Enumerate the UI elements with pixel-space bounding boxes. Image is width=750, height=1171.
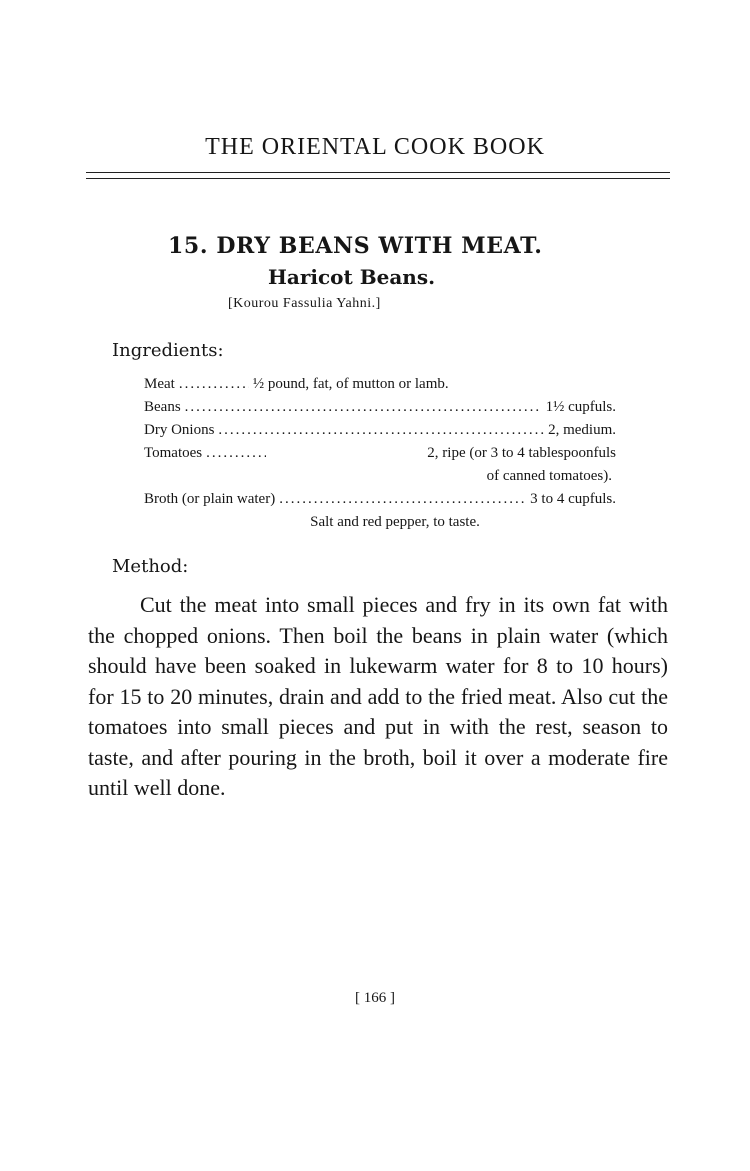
ingredient-row <box>144 396 616 419</box>
recipe-native-name: [Kourou Fassulia Yahni.] <box>228 296 381 311</box>
ingredient-amount: 2, medium. <box>548 422 616 438</box>
ingredients-label: Ingredients: <box>112 340 224 361</box>
header-rule-bottom <box>86 178 670 179</box>
ingredient-continuation: of canned tomatoes). <box>486 468 612 484</box>
method-text: Cut the meat into small pieces and fry in its own fat with the chopped onions. Then boil the beans in plain water (which should have been soaked in lukewarm water for 8 to 10 hours) for 15 to 20 minutes, drain and add to the fried meat. Also cut the tomatoes into small pieces and put in with the rest, season to taste, and after pouring in the broth, boil it over a moderate fire until well done. <box>88 592 668 800</box>
ingredient-name: Dry Onions <box>144 422 215 438</box>
leader-dots <box>179 373 249 396</box>
running-head: THE ORIENTAL COOK BOOK <box>205 134 545 160</box>
recipe-subtitle: Haricot Beans. <box>268 265 436 289</box>
ingredient-amount: 2, ripe (or 3 to 4 tablespoonfuls <box>427 445 616 461</box>
method-label: Method: <box>112 556 189 577</box>
recipe-title: 15. DRY BEANS WITH MEAT. <box>168 233 543 259</box>
leader-dots <box>279 488 526 511</box>
leader-dots <box>185 396 542 419</box>
ingredient-row <box>144 488 616 511</box>
page-number: [ 166 ] <box>355 990 395 1006</box>
header-rule-top <box>86 172 670 173</box>
ingredient-row <box>144 373 616 396</box>
ingredient-name: Tomatoes <box>144 445 203 461</box>
ingredient-amount: 1½ cupfuls. <box>545 399 616 415</box>
ingredients-list <box>144 373 616 534</box>
ingredient-name: Meat <box>144 376 175 392</box>
ingredient-seasoning: Salt and red pepper, to taste. <box>310 514 480 530</box>
ingredient-amount: 3 to 4 cupfuls. <box>530 491 616 507</box>
ingredient-name: Broth (or plain water) <box>144 491 276 507</box>
leader-dots <box>206 442 266 465</box>
ingredient-row <box>144 442 616 465</box>
ingredient-amount: ½ pound, fat, of mutton or lamb. <box>252 376 449 392</box>
ingredient-row <box>144 419 616 442</box>
ingredient-name: Beans <box>144 399 181 415</box>
leader-dots <box>218 419 544 442</box>
